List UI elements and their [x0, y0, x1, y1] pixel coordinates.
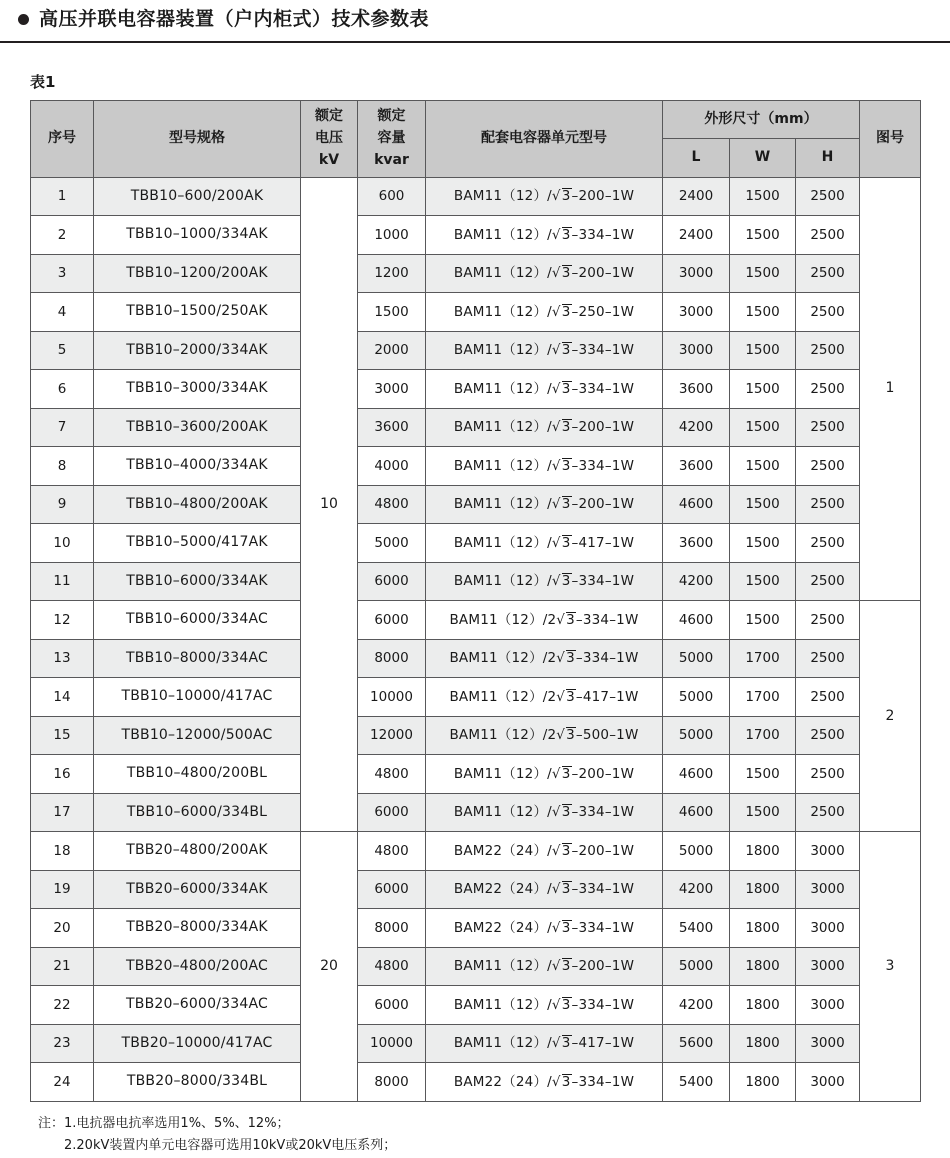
cell-model-spec: TBB20–8000/334AK — [94, 909, 301, 948]
note-line-2 — [38, 1135, 950, 1157]
cell-model-spec: TBB20–6000/334AC — [94, 986, 301, 1025]
table-row — [31, 1024, 921, 1063]
cell-rated-capacity: 600 — [358, 177, 426, 216]
cell-rated-capacity: 8000 — [358, 909, 426, 948]
cell-unit-model: BAM11（12）/2√3–417–1W — [426, 678, 663, 717]
cell-model-spec: TBB10–6000/334BL — [94, 793, 301, 832]
cell-model-spec: TBB20–6000/334AK — [94, 870, 301, 909]
cell-unit-model: BAM11（12）/√3–200–1W — [426, 755, 663, 794]
cell-dimension-h: 2500 — [796, 485, 860, 524]
header-rated-capacity — [358, 100, 426, 177]
table-row — [31, 524, 921, 563]
cell-dimension-l: 3600 — [663, 447, 730, 486]
table-row — [31, 408, 921, 447]
note-line-1 — [38, 1113, 950, 1135]
cell-serial-number: 3 — [31, 254, 94, 293]
header-model: 型号规格 — [94, 100, 301, 177]
cell-rated-capacity: 8000 — [358, 639, 426, 678]
cell-rated-capacity: 5000 — [358, 524, 426, 563]
cell-dimension-w: 1500 — [730, 793, 796, 832]
table-row — [31, 216, 921, 255]
cell-dimension-h: 2500 — [796, 331, 860, 370]
cell-unit-model: BAM11（12）/√3–200–1W — [426, 485, 663, 524]
cell-dimension-h: 2500 — [796, 601, 860, 640]
cell-model-spec: TBB10–6000/334AC — [94, 601, 301, 640]
cell-unit-model: BAM11（12）/√3–417–1W — [426, 524, 663, 563]
cell-dimension-w: 1500 — [730, 447, 796, 486]
cell-unit-model: BAM11（12）/√3–334–1W — [426, 562, 663, 601]
cell-serial-number: 17 — [31, 793, 94, 832]
cell-model-spec: TBB20–4800/200AK — [94, 832, 301, 871]
cell-serial-number: 10 — [31, 524, 94, 563]
table-row — [31, 601, 921, 640]
cell-dimension-l: 4600 — [663, 601, 730, 640]
table-row — [31, 947, 921, 986]
cell-dimension-w: 1800 — [730, 1063, 796, 1102]
cell-dimension-w: 1500 — [730, 216, 796, 255]
cell-model-spec: TBB10–12000/500AC — [94, 716, 301, 755]
header-rated-capacity-line1: 额定 — [377, 108, 406, 125]
cell-serial-number: 16 — [31, 755, 94, 794]
cell-dimension-l: 3000 — [663, 293, 730, 332]
cell-dimension-h: 2500 — [796, 755, 860, 794]
cell-dimension-w: 1500 — [730, 524, 796, 563]
table-row — [31, 832, 921, 871]
cell-unit-model: BAM11（12）/2√3–334–1W — [426, 639, 663, 678]
cell-rated-capacity: 3600 — [358, 408, 426, 447]
cell-model-spec: TBB20–4800/200AC — [94, 947, 301, 986]
cell-rated-capacity: 1000 — [358, 216, 426, 255]
cell-dimension-w: 1500 — [730, 755, 796, 794]
cell-dimension-l: 2400 — [663, 177, 730, 216]
cell-unit-model: BAM11（12）/√3–250–1W — [426, 293, 663, 332]
table-row — [31, 293, 921, 332]
cell-model-spec: TBB10–1000/334AK — [94, 216, 301, 255]
cell-figure-number: 2 — [860, 601, 921, 832]
cell-dimension-l: 5000 — [663, 947, 730, 986]
header-rated-voltage-line1: 额定 — [315, 108, 343, 125]
cell-model-spec: TBB10–4800/200AK — [94, 485, 301, 524]
cell-dimension-l: 4200 — [663, 408, 730, 447]
cell-unit-model: BAM11（12）/2√3–500–1W — [426, 716, 663, 755]
header-rated-capacity-unit: kvar — [374, 151, 409, 168]
cell-model-spec: TBB10–3000/334AK — [94, 370, 301, 409]
header-dim-w: W — [730, 139, 796, 178]
cell-dimension-l: 3000 — [663, 331, 730, 370]
cell-dimension-l: 4200 — [663, 986, 730, 1025]
cell-serial-number: 19 — [31, 870, 94, 909]
cell-serial-number: 23 — [31, 1024, 94, 1063]
cell-rated-capacity: 6000 — [358, 601, 426, 640]
header-dim-h: H — [796, 139, 860, 178]
cell-dimension-w: 1800 — [730, 909, 796, 948]
cell-rated-capacity: 10000 — [358, 1024, 426, 1063]
cell-dimension-l: 5600 — [663, 1024, 730, 1063]
cell-unit-model: BAM22（24）/√3–334–1W — [426, 870, 663, 909]
cell-unit-model: BAM11（12）/√3–417–1W — [426, 1024, 663, 1063]
cell-dimension-l: 5000 — [663, 716, 730, 755]
cell-unit-model: BAM11（12）/√3–334–1W — [426, 793, 663, 832]
cell-serial-number: 12 — [31, 601, 94, 640]
cell-serial-number: 4 — [31, 293, 94, 332]
cell-dimension-h: 3000 — [796, 947, 860, 986]
cell-model-spec: TBB10–1500/250AK — [94, 293, 301, 332]
note-text-1: 1.电抗器电抗率选用1%、5%、12%； — [64, 1115, 290, 1131]
cell-dimension-l: 5000 — [663, 832, 730, 871]
cell-model-spec: TBB10–5000/417AK — [94, 524, 301, 563]
cell-dimension-l: 3600 — [663, 524, 730, 563]
cell-dimension-w: 1500 — [730, 177, 796, 216]
header-rated-capacity-line2: 容量 — [377, 129, 406, 146]
cell-dimension-w: 1500 — [730, 408, 796, 447]
cell-serial-number: 11 — [31, 562, 94, 601]
cell-model-spec: TBB20–8000/334BL — [94, 1063, 301, 1102]
cell-dimension-w: 1500 — [730, 485, 796, 524]
cell-model-spec: TBB10–4000/334AK — [94, 447, 301, 486]
table-row — [31, 986, 921, 1025]
cell-rated-capacity: 6000 — [358, 986, 426, 1025]
cell-dimension-w: 1500 — [730, 562, 796, 601]
cell-dimension-l: 4200 — [663, 562, 730, 601]
cell-unit-model: BAM11（12）/√3–200–1W — [426, 254, 663, 293]
cell-rated-capacity: 10000 — [358, 678, 426, 717]
table-row — [31, 254, 921, 293]
cell-rated-capacity: 12000 — [358, 716, 426, 755]
note-text-2: 2.20kV装置内单元电容器可选用10kV或20kV电压系列； — [64, 1138, 397, 1154]
cell-rated-capacity: 4000 — [358, 447, 426, 486]
spec-table-wrapper — [30, 100, 920, 1102]
cell-serial-number: 21 — [31, 947, 94, 986]
cell-figure-number: 3 — [860, 832, 921, 1102]
table-row — [31, 639, 921, 678]
cell-unit-model: BAM11（12）/√3–334–1W — [426, 216, 663, 255]
table-row — [31, 447, 921, 486]
cell-unit-model: BAM22（24）/√3–334–1W — [426, 909, 663, 948]
cell-rated-capacity: 1200 — [358, 254, 426, 293]
cell-dimension-h: 2500 — [796, 562, 860, 601]
cell-serial-number: 13 — [31, 639, 94, 678]
table-row — [31, 177, 921, 216]
cell-dimension-w: 1700 — [730, 639, 796, 678]
cell-model-spec: TBB10–4800/200BL — [94, 755, 301, 794]
cell-dimension-h: 3000 — [796, 986, 860, 1025]
note-label: 注： — [38, 1115, 65, 1131]
cell-rated-capacity: 2000 — [358, 331, 426, 370]
cell-model-spec: TBB10–600/200AK — [94, 177, 301, 216]
table-row — [31, 870, 921, 909]
cell-dimension-w: 1700 — [730, 678, 796, 717]
cell-dimension-w: 1500 — [730, 254, 796, 293]
cell-rated-capacity: 6000 — [358, 793, 426, 832]
cell-dimension-h: 2500 — [796, 408, 860, 447]
cell-rated-capacity: 1500 — [358, 293, 426, 332]
cell-dimension-h: 2500 — [796, 524, 860, 563]
cell-dimension-h: 3000 — [796, 1063, 860, 1102]
document-header — [0, 0, 950, 43]
header-no: 序号 — [31, 100, 94, 177]
table-caption: 表1 — [30, 72, 56, 91]
cell-model-spec: TBB10–1200/200AK — [94, 254, 301, 293]
cell-unit-model: BAM11（12）/√3–334–1W — [426, 447, 663, 486]
table-row — [31, 485, 921, 524]
cell-rated-capacity: 3000 — [358, 370, 426, 409]
cell-dimension-h: 2500 — [796, 716, 860, 755]
cell-serial-number: 20 — [31, 909, 94, 948]
header-dimensions: 外形尺寸（mm） — [663, 100, 860, 139]
cell-dimension-l: 4600 — [663, 485, 730, 524]
table-row — [31, 755, 921, 794]
cell-dimension-h: 3000 — [796, 832, 860, 871]
cell-unit-model: BAM11（12）/2√3–334–1W — [426, 601, 663, 640]
cell-dimension-h: 2500 — [796, 639, 860, 678]
cell-dimension-w: 1500 — [730, 331, 796, 370]
cell-serial-number: 9 — [31, 485, 94, 524]
cell-model-spec: TBB10–10000/417AC — [94, 678, 301, 717]
cell-unit-model: BAM11（12）/√3–334–1W — [426, 986, 663, 1025]
cell-rated-capacity: 8000 — [358, 1063, 426, 1102]
table-row — [31, 562, 921, 601]
cell-dimension-l: 3600 — [663, 370, 730, 409]
cell-serial-number: 18 — [31, 832, 94, 871]
cell-rated-capacity: 4800 — [358, 485, 426, 524]
header-figure: 图号 — [860, 100, 921, 177]
spec-table — [30, 100, 921, 1102]
cell-dimension-h: 3000 — [796, 1024, 860, 1063]
cell-dimension-h: 3000 — [796, 870, 860, 909]
cell-dimension-l: 5400 — [663, 909, 730, 948]
cell-serial-number: 24 — [31, 1063, 94, 1102]
cell-dimension-h: 3000 — [796, 909, 860, 948]
cell-dimension-l: 2400 — [663, 216, 730, 255]
table-row — [31, 331, 921, 370]
cell-rated-capacity: 4800 — [358, 947, 426, 986]
table-header-row-1 — [31, 100, 921, 139]
table-row — [31, 716, 921, 755]
cell-dimension-w: 1800 — [730, 870, 796, 909]
cell-serial-number: 6 — [31, 370, 94, 409]
cell-serial-number: 14 — [31, 678, 94, 717]
cell-unit-model: BAM11（12）/√3–200–1W — [426, 408, 663, 447]
cell-dimension-l: 5400 — [663, 1063, 730, 1102]
cell-dimension-w: 1800 — [730, 986, 796, 1025]
cell-serial-number: 1 — [31, 177, 94, 216]
cell-dimension-h: 2500 — [796, 447, 860, 486]
cell-unit-model: BAM22（24）/√3–334–1W — [426, 1063, 663, 1102]
table-row — [31, 370, 921, 409]
cell-dimension-w: 1500 — [730, 601, 796, 640]
cell-unit-model: BAM11（12）/√3–334–1W — [426, 370, 663, 409]
cell-dimension-h: 2500 — [796, 793, 860, 832]
header-rated-voltage-unit: kV — [318, 151, 340, 168]
table-row — [31, 1063, 921, 1102]
cell-dimension-h: 2500 — [796, 293, 860, 332]
cell-serial-number: 15 — [31, 716, 94, 755]
table-body — [31, 177, 921, 1101]
header-dim-l: L — [663, 139, 730, 178]
cell-serial-number: 7 — [31, 408, 94, 447]
cell-rated-capacity: 4800 — [358, 755, 426, 794]
cell-rated-capacity: 6000 — [358, 562, 426, 601]
table-row — [31, 793, 921, 832]
header-rated-voltage — [301, 100, 358, 177]
cell-dimension-h: 2500 — [796, 254, 860, 293]
table-header — [31, 100, 921, 177]
cell-serial-number: 5 — [31, 331, 94, 370]
cell-dimension-l: 4600 — [663, 793, 730, 832]
cell-serial-number: 22 — [31, 986, 94, 1025]
cell-rated-capacity: 6000 — [358, 870, 426, 909]
cell-rated-voltage: 20 — [301, 832, 358, 1102]
table-row — [31, 678, 921, 717]
cell-dimension-h: 2500 — [796, 177, 860, 216]
cell-dimension-w: 1500 — [730, 370, 796, 409]
cell-model-spec: TBB10–8000/334AC — [94, 639, 301, 678]
cell-dimension-l: 5000 — [663, 639, 730, 678]
cell-dimension-w: 1800 — [730, 832, 796, 871]
cell-dimension-h: 2500 — [796, 216, 860, 255]
cell-dimension-w: 1800 — [730, 947, 796, 986]
table-row — [31, 909, 921, 948]
cell-dimension-w: 1700 — [730, 716, 796, 755]
cell-dimension-l: 3000 — [663, 254, 730, 293]
cell-unit-model: BAM22（24）/√3–200–1W — [426, 832, 663, 871]
cell-dimension-l: 4200 — [663, 870, 730, 909]
cell-model-spec: TBB10–2000/334AK — [94, 331, 301, 370]
cell-unit-model: BAM11（12）/√3–200–1W — [426, 177, 663, 216]
cell-dimension-w: 1800 — [730, 1024, 796, 1063]
cell-dimension-l: 4600 — [663, 755, 730, 794]
cell-dimension-h: 2500 — [796, 678, 860, 717]
cell-model-spec: TBB10–6000/334AK — [94, 562, 301, 601]
cell-figure-number: 1 — [860, 177, 921, 601]
header-rated-voltage-line2: 电压 — [315, 129, 343, 146]
cell-model-spec: TBB10–3600/200AK — [94, 408, 301, 447]
cell-rated-voltage: 10 — [301, 177, 358, 832]
cell-model-spec: TBB20–10000/417AC — [94, 1024, 301, 1063]
cell-serial-number: 8 — [31, 447, 94, 486]
cell-serial-number: 2 — [31, 216, 94, 255]
cell-unit-model: BAM11（12）/√3–200–1W — [426, 947, 663, 986]
page-title: 高压并联电容器装置（户内柜式）技术参数表 — [39, 8, 430, 30]
cell-dimension-w: 1500 — [730, 293, 796, 332]
header-unit-model: 配套电容器单元型号 — [426, 100, 663, 177]
cell-dimension-l: 5000 — [663, 678, 730, 717]
cell-unit-model: BAM11（12）/√3–334–1W — [426, 331, 663, 370]
cell-dimension-h: 2500 — [796, 370, 860, 409]
bullet-dot-icon — [18, 14, 29, 25]
cell-rated-capacity: 4800 — [358, 832, 426, 871]
